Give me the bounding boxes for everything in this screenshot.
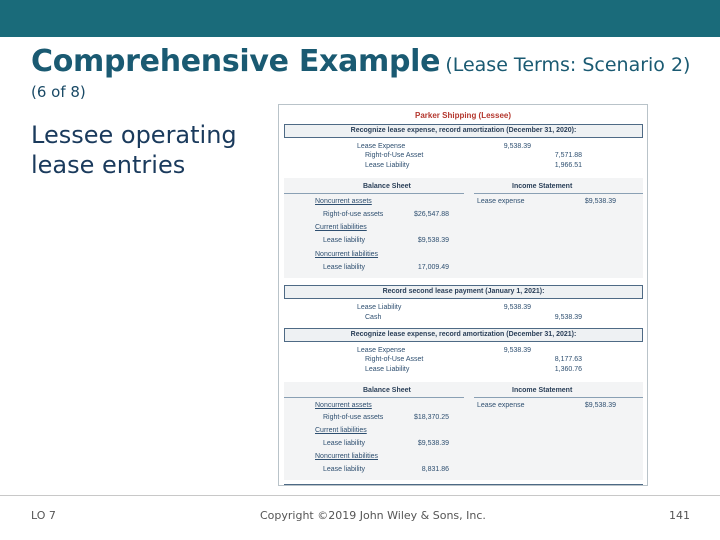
footer-divider bbox=[0, 495, 720, 496]
journal-entries-figure bbox=[278, 104, 648, 486]
entry1-title: Recognize lease expense, record amortization (December 31, 2020): bbox=[284, 124, 643, 138]
rou-assets-value: $26,547.88 bbox=[413, 211, 449, 218]
footer-lo: LO 7 bbox=[31, 509, 56, 522]
noncurrent-lease-liability-label: Lease liability bbox=[323, 466, 366, 473]
income-statement-title: Income Statement bbox=[512, 387, 573, 394]
noncurrent-liability-value: 17,009.49 bbox=[417, 264, 449, 271]
noncurrent-liabilities-heading: Noncurrent liabilities bbox=[315, 453, 379, 460]
lease-expense-label: Lease expense bbox=[477, 198, 525, 205]
slide-subtitle: (6 of 8) bbox=[31, 83, 86, 101]
entry1-line1-debit: 9,538.39 bbox=[503, 143, 531, 150]
entry3-line3-account: Lease Liability bbox=[365, 366, 410, 373]
entry3-line2-account: Right-of-Use Asset bbox=[365, 356, 424, 363]
current-liabilities-heading: Current liabilities bbox=[315, 427, 367, 434]
slide-title-sub: (Lease Terms: Scenario 2) bbox=[445, 54, 691, 76]
next-entry-bar-partial bbox=[284, 484, 643, 486]
entry3-line1-debit: 9,538.39 bbox=[503, 347, 531, 354]
panel-rule bbox=[474, 193, 643, 194]
income-statement-title: Income Statement bbox=[512, 183, 573, 190]
entry3-title: Recognize lease expense, record amortization (December 31, 2021): bbox=[284, 328, 643, 342]
balance-sheet-title: Balance Sheet bbox=[363, 183, 411, 190]
entry3-line1-account: Lease Expense bbox=[357, 347, 406, 354]
top-banner bbox=[0, 0, 720, 37]
statement-panel-2021 bbox=[284, 382, 643, 480]
rou-assets-label: Right-of-use assets bbox=[323, 211, 384, 218]
rou-assets-label: Right-of-use assets bbox=[323, 414, 384, 421]
figure-heading: Parker Shipping (Lessee) bbox=[414, 111, 512, 120]
footer-copyright: Copyright ©2019 John Wiley & Sons, Inc. bbox=[260, 509, 486, 522]
entry1-line2-credit: 7,571.88 bbox=[554, 152, 582, 159]
side-text: Lessee operating lease entries bbox=[31, 121, 237, 179]
noncurrent-liability-value: 8,831.86 bbox=[421, 466, 449, 473]
entry3-line3-credit: 1,360.76 bbox=[554, 366, 582, 373]
entry2-line1-debit: 9,538.39 bbox=[503, 304, 531, 311]
lease-expense-label: Lease expense bbox=[477, 402, 525, 409]
statement-panel-2020 bbox=[284, 178, 643, 278]
entry2-line2-account: Cash bbox=[365, 314, 382, 321]
entry3-line2-credit: 8,177.63 bbox=[554, 356, 582, 363]
current-liability-value: $9,538.39 bbox=[417, 237, 449, 244]
panel-rule bbox=[284, 397, 464, 398]
entry2-line1-account: Lease Liability bbox=[357, 304, 402, 311]
rou-assets-value: $18,370.25 bbox=[413, 414, 449, 421]
entry1-line3-credit: 1,966.51 bbox=[554, 162, 582, 169]
panel-rule bbox=[284, 193, 464, 194]
entry1-line1-account: Lease Expense bbox=[357, 143, 406, 150]
lease-expense-value: $9,538.39 bbox=[584, 402, 616, 409]
current-liability-value: $9,538.39 bbox=[417, 440, 449, 447]
panel-rule bbox=[474, 397, 643, 398]
entry2-title: Record second lease payment (January 1, 2021): bbox=[284, 285, 643, 299]
footer-page-number: 141 bbox=[669, 509, 690, 522]
lease-expense-value: $9,538.39 bbox=[584, 198, 616, 205]
noncurrent-assets-heading: Noncurrent assets bbox=[315, 198, 372, 205]
entry2-line2-credit: 9,538.39 bbox=[554, 314, 582, 321]
noncurrent-assets-heading: Noncurrent assets bbox=[315, 402, 372, 409]
noncurrent-liabilities-heading: Noncurrent liabilities bbox=[315, 251, 379, 258]
noncurrent-lease-liability-label: Lease liability bbox=[323, 264, 366, 271]
slide-title-main: Comprehensive Example bbox=[31, 44, 441, 79]
lease-liability-label: Lease liability bbox=[323, 440, 366, 447]
entry1-line3-account: Lease Liability bbox=[365, 162, 410, 169]
current-liabilities-heading: Current liabilities bbox=[315, 224, 367, 231]
slide-title bbox=[31, 44, 690, 79]
balance-sheet-title: Balance Sheet bbox=[363, 387, 411, 394]
lease-liability-label: Lease liability bbox=[323, 237, 366, 244]
entry1-line2-account: Right-of-Use Asset bbox=[365, 152, 424, 159]
